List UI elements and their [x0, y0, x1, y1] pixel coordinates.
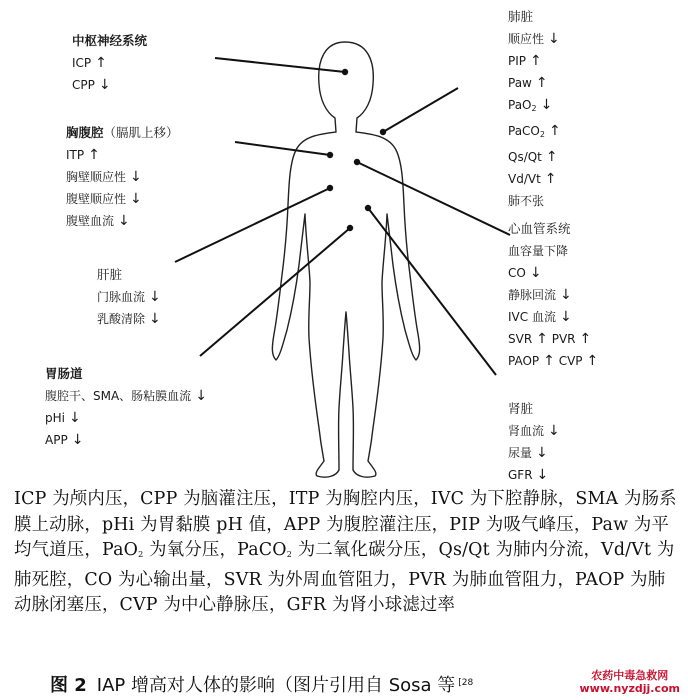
item-label: PAOP [508, 354, 540, 368]
down-arrow-icon: ↓ [130, 191, 142, 207]
group-cns-items [72, 52, 147, 96]
group-gi-title: 胃肠道 [45, 366, 83, 381]
thorax-item [66, 166, 179, 188]
group-liver-items [97, 286, 161, 330]
item-label: 胸壁顺应性 [66, 170, 127, 184]
item-label: 静脉回流 [508, 288, 557, 302]
caption-sub-2: 2 [286, 550, 293, 560]
lung-item [508, 50, 561, 72]
down-arrow-icon: ↓ [540, 97, 553, 113]
item-label: CVP [558, 354, 583, 368]
cns-item [72, 74, 147, 96]
down-arrow-icon: ↓ [149, 289, 161, 305]
group-cns [72, 30, 147, 96]
item-subscript: 2 [539, 130, 545, 139]
watermark-line2: www.nyzdjj.com [579, 682, 680, 695]
up-arrow-icon: ↑ [530, 53, 542, 69]
thorax-item [66, 188, 179, 210]
cardio-item [508, 350, 598, 372]
down-arrow-icon: ↓ [548, 31, 560, 47]
up-arrow-icon: ↑ [95, 55, 107, 71]
item-label: 顺应性 [508, 32, 545, 46]
down-arrow-icon: ↓ [560, 287, 572, 303]
lung-item [508, 168, 561, 190]
up-arrow-icon: ↑ [535, 75, 548, 91]
down-arrow-icon: ↓ [68, 410, 81, 426]
site-watermark [578, 668, 683, 696]
item-label: 乳酸清除 [97, 312, 146, 326]
leader-line-kidney [368, 208, 496, 375]
leader-line-liver [175, 188, 330, 262]
up-arrow-icon: ↑ [543, 353, 555, 369]
lung-item [508, 120, 561, 146]
lung-item [508, 72, 561, 94]
up-arrow-icon: ↑ [548, 123, 561, 139]
human-silhouette [272, 42, 419, 477]
group-kidney [508, 398, 560, 486]
item-label: ITP [66, 148, 85, 162]
up-arrow-icon: ↑ [536, 331, 548, 347]
group-gi [45, 363, 207, 451]
item-label: PaCO [508, 124, 540, 138]
down-arrow-icon: ↓ [529, 265, 542, 281]
group-cns-title: 中枢神经系统 [72, 33, 148, 48]
down-arrow-icon: ↓ [71, 432, 84, 448]
group-lung [508, 6, 561, 212]
item-label: Paw [508, 76, 532, 90]
up-arrow-icon: ↑ [579, 331, 592, 347]
item-label: 腹壁血流 [66, 214, 115, 228]
item-label: CPP [72, 78, 95, 92]
down-arrow-icon: ↓ [118, 213, 130, 229]
down-arrow-icon: ↓ [149, 311, 161, 327]
item-label: PaO [508, 98, 532, 112]
kidney-item [508, 442, 560, 464]
leader-line-gi [200, 228, 350, 356]
caption-part-1: ICP 为颅内压，CPP 为脑灌注压，ITP 为胸腔内压，IVC 为下腔静脉，SMA 为肠系膜上动脉，pHi 为胃黏膜 pH 值，APP 为腹腔灌注压，PIP 为吸气峰压，Paw 为平均气道压，PaO [14, 489, 677, 561]
lung-item [508, 146, 561, 168]
liver-item [97, 286, 161, 308]
group-gi-items [45, 385, 207, 451]
leader-line-lung [383, 88, 458, 132]
gi-item [45, 429, 207, 451]
down-arrow-icon: ↓ [195, 388, 207, 404]
cardio-item [508, 240, 598, 262]
caption-part-2: 为氧分压，PaCO [143, 540, 287, 561]
group-thorax-items [66, 144, 179, 232]
cardio-item [508, 262, 598, 284]
leader-line-cardio-dot [354, 159, 360, 165]
item-label: APP [45, 433, 68, 447]
item-label: 尿量 [508, 446, 533, 460]
figure-title [50, 671, 473, 697]
leader-lines [175, 58, 510, 375]
item-label: 血容量下降 [508, 244, 569, 258]
item-label: pHi [45, 411, 65, 425]
leader-line-liver-dot [327, 185, 333, 191]
gi-item [45, 385, 207, 407]
leader-line-thorax [235, 142, 330, 155]
down-arrow-icon: ↓ [559, 309, 572, 325]
group-cardio-title: 心血管系统 [508, 221, 571, 236]
down-arrow-icon: ↓ [536, 445, 548, 461]
group-cardio-items [508, 240, 598, 372]
leader-line-kidney-dot [365, 205, 371, 211]
kidney-item [508, 464, 560, 486]
cardio-item [508, 284, 598, 306]
item-label: 腹壁顺应性 [66, 192, 127, 206]
group-thorax-note: （膈肌上移） [103, 125, 179, 140]
item-label: IVC 血流 [508, 310, 556, 324]
leader-line-thorax-dot [327, 152, 333, 158]
item-label: CO [508, 266, 526, 280]
lung-item [508, 94, 561, 120]
thorax-item [66, 144, 179, 166]
down-arrow-icon: ↓ [548, 423, 560, 439]
leader-line-gi-dot [347, 225, 353, 231]
item-subscript: 2 [531, 104, 537, 113]
item-label: Qs/Qt [508, 150, 542, 164]
group-lung-title: 肺脏 [508, 9, 534, 24]
gi-item [45, 407, 207, 429]
figure-reference: [28 [458, 678, 474, 688]
group-kidney-items [508, 420, 560, 486]
up-arrow-icon: ↑ [88, 147, 100, 163]
down-arrow-icon: ↓ [536, 467, 549, 483]
up-arrow-icon: ↑ [586, 353, 599, 369]
caption-part-3: 为二氧化碳分压，Qs/Qt 为肺内分流，Vd/Vt 为肺死腔，CO 为心输出量，SVR 为外周血管阻力，PVR 为肺血管阻力，PAOP 为肺动脉闭塞压，CVP 为中心静脉压，GFR 为肾小球滤过率 [14, 540, 675, 616]
up-arrow-icon: ↑ [544, 171, 557, 187]
caption-sub-1: 2 [138, 550, 144, 560]
group-thorax-title-text: 胸腹腔 [66, 125, 104, 140]
down-arrow-icon: ↓ [130, 169, 142, 185]
kidney-item [508, 420, 560, 442]
item-label: Vd/Vt [508, 172, 541, 186]
down-arrow-icon: ↓ [98, 77, 111, 93]
leader-line-cns [215, 58, 345, 72]
lung-item [508, 190, 561, 212]
figure-title-text: IAP 增高对人体的影响（图片引用自 Sosa 等 [96, 675, 456, 696]
up-arrow-icon: ↑ [545, 149, 558, 165]
item-label: 肺不张 [508, 194, 545, 208]
cardio-item [508, 328, 598, 350]
item-label: PVR [551, 332, 576, 346]
liver-item [97, 308, 161, 330]
group-cardio [508, 218, 598, 372]
watermark-line1: 农药中毒急救网 [591, 669, 669, 682]
item-label: ICP [72, 56, 92, 70]
lung-item [508, 28, 561, 50]
cardio-item [508, 306, 598, 328]
group-kidney-title: 肾脏 [508, 401, 534, 416]
item-label: 腹腔干、SMA、肠粘膜血流 [45, 389, 192, 403]
figure-caption [14, 487, 679, 619]
item-label: GFR [508, 468, 533, 482]
leader-line-cns-dot [342, 69, 348, 75]
cns-item [72, 52, 147, 74]
item-label: PIP [508, 54, 527, 68]
figure-number: 图 2 [50, 675, 87, 696]
group-thorax-title [66, 122, 179, 144]
leader-line-lung-dot [380, 129, 386, 135]
thorax-item [66, 210, 179, 232]
group-thorax [66, 122, 179, 232]
item-label: SVR [508, 332, 533, 346]
group-lung-items [508, 28, 561, 212]
item-label: 肾血流 [508, 424, 545, 438]
item-label: 门脉血流 [97, 290, 146, 304]
group-liver-title: 肝脏 [97, 267, 123, 282]
group-liver [97, 264, 161, 330]
